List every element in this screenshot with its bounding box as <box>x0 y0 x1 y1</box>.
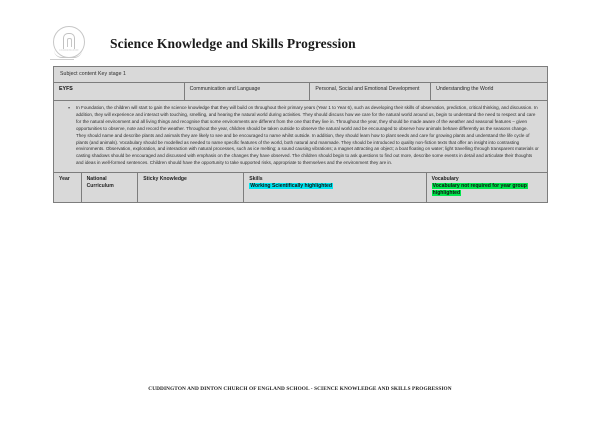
column-header-year: Year <box>54 173 82 201</box>
vocabulary-highlight-note: Vocabulary not required for year group highlighted <box>432 183 527 197</box>
skills-label: Skills <box>249 176 263 183</box>
column-header-vocabulary <box>427 173 547 201</box>
page-footer: CUDDINGTON AND DINTON CHURCH OF ENGLAND SCHOOL - SCIENCE KNOWLEDGE AND SKILLS PROGRESSION <box>148 386 452 392</box>
table-header-row <box>54 83 547 101</box>
column-header-personal-social-emotional-development: Personal, Social and Emotional Development <box>310 83 431 100</box>
column-header-skills <box>244 173 426 201</box>
document-header <box>48 22 552 66</box>
column-header-understanding-the-world: Understanding the World <box>436 86 494 92</box>
eyfs-overview-row <box>54 101 547 173</box>
column-header-communication-and-language: Communication and Language <box>185 83 311 100</box>
page-title: Science Knowledge and Skills Progression <box>110 36 356 51</box>
overview-paragraph-2: They should name and describe plants and animals they are likely to see and be encouraged to name whilst outside. In addition, they should learn how to plant seeds and care for growing plants and understand the life cycle of plants (and animals). Vocabulary should be modelled as needed to name specific features of the world, both natural and manmade. They should be introduced to quality non-fiction texts that offer an insight into contrasting environments. Observation, exploration, and interaction with natural processes, such as ice melting; a sound causing vibrations; a magnet attracting an object; a boat floating on water; light travelling through transparent materials or casting shadows should be encouraged and discussed with emphasis on the changes they have observed. The children should begin to ask questions to find out more, describe some events in detail and articulate their thoughts and ideas in well-formed sentences. Children should have the opportunity to take supported risks, appropriate to themselves and the environment they are in. <box>76 132 539 166</box>
skills-highlight-note: Working Scientifically highlighted <box>250 183 332 190</box>
logo-underline <box>50 59 74 60</box>
column-header-sticky-knowledge: Sticky Knowledge <box>138 173 244 201</box>
table-subheader-row <box>54 173 547 201</box>
overview-paragraph-1: In Foundation, the children will start to gain the science knowledge that they will build on throughout their primary years (Year 1 to Year 6), such as developing their skills of observation, prediction, critical thinking, and discussion. In addition, they will experience and interact with touching, smelling, and hearing the natural world during activities. They should discuss how we care for the natural world around us, begin to understand the need to respect and care for the natural environment and all living things and recognise that some environments are different from the one that they live in. Throughout the year, they should be made aware of the weather and seasonal features – given opportunities to observe, note and record the weather. Throughout the year, children should be taken outside to observe the natural world and be encouraged to observe how animals behave differently as the seasons change. <box>76 105 538 131</box>
school-crest-logo <box>48 24 90 64</box>
column-header-national-curriculum: National Curriculum <box>82 173 139 201</box>
bulleted-overview <box>62 105 539 167</box>
bullet-icon: • <box>67 106 71 112</box>
vocabulary-label: Vocabulary <box>431 176 459 183</box>
column-header-eyfs: EYFS <box>54 83 185 100</box>
logo-arch-icon <box>63 33 75 49</box>
logo-motto-text: CUDDINGTON <box>59 49 79 52</box>
overview-text <box>76 105 539 167</box>
subject-content-bar: Subject content Key stage 1 <box>54 67 547 83</box>
progression-table <box>53 66 548 203</box>
